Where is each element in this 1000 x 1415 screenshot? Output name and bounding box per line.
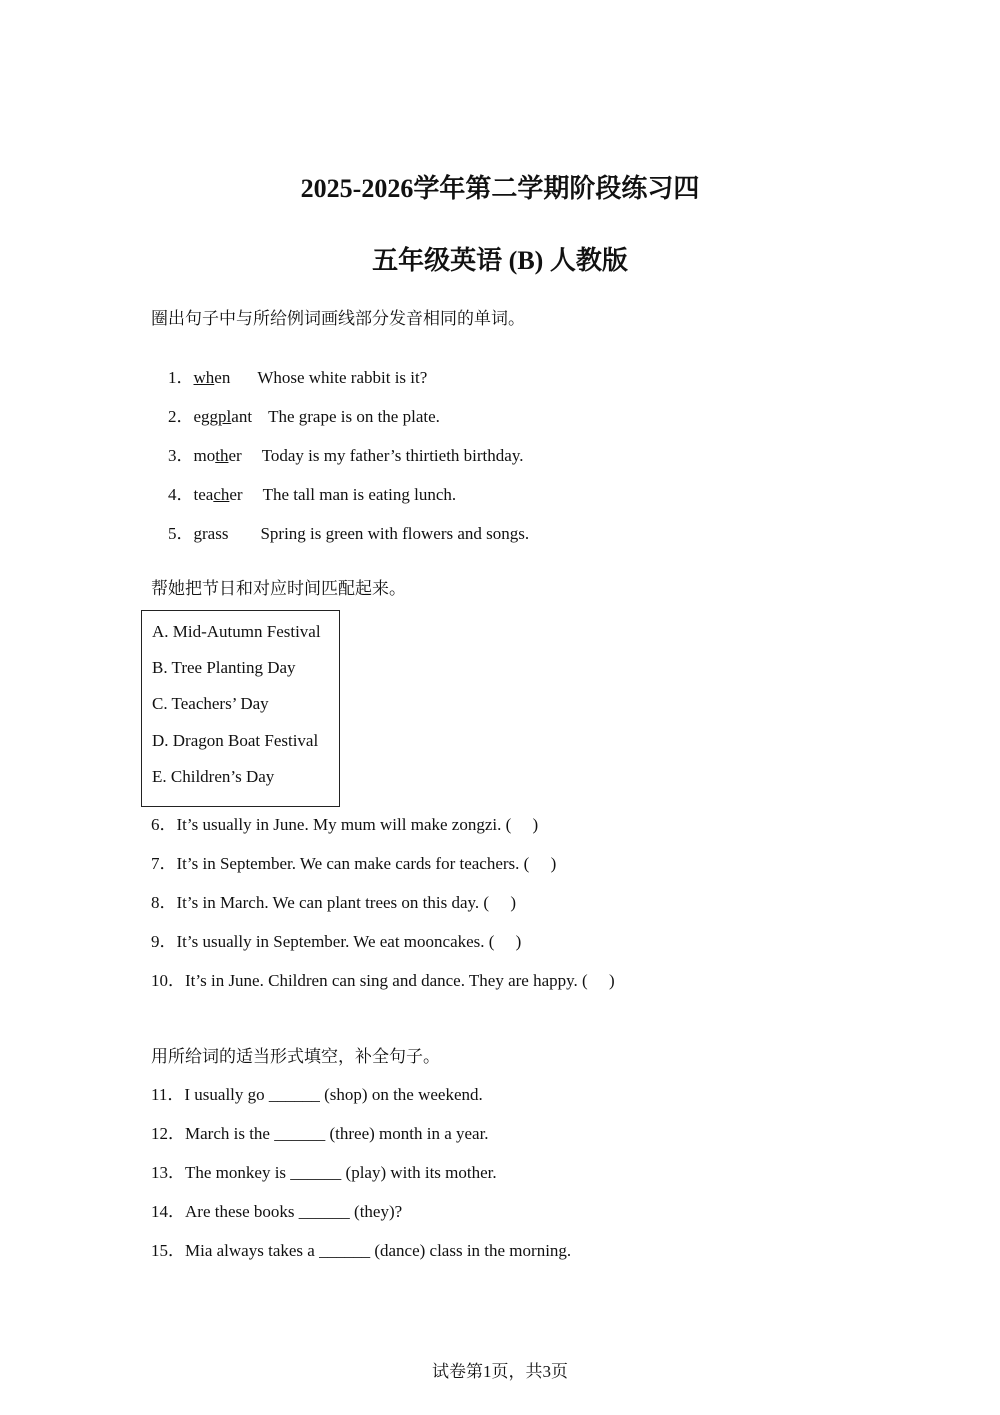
option-a: A. Mid-Autumn Festival <box>152 622 321 641</box>
underlined-part: pl <box>218 407 232 426</box>
option-e: E. Children’s Day <box>152 767 275 786</box>
question-text: It’s in June. Children can sing and dance. They are happy. ( ) <box>185 971 615 990</box>
question-11: 11．I usually go ______ (shop) on the weekend. <box>151 1085 483 1105</box>
question-12: 12．March is the ______ (three) month in a year. <box>151 1124 489 1144</box>
section3-instruction: 用所给词的适当形式填空，补全句子。 <box>151 1047 440 1067</box>
question-text: It’s in March. We can plant trees on this day. ( ) <box>176 893 516 912</box>
question-number: 1 <box>168 368 177 387</box>
question-14: 14．Are these books ______ (they)? <box>151 1202 403 1222</box>
question-sentence: The grape is on the plate. <box>268 407 440 426</box>
question-text: It’s usually in September. We eat mooncakes. ( ) <box>176 932 522 951</box>
exam-subtitle: 五年级英语 (B) 人教版 <box>372 246 628 275</box>
question-text: The monkey is ______ (play) with its mother. <box>185 1163 497 1182</box>
question-text: March is the ______ (three) month in a year. <box>185 1124 489 1143</box>
question-1: 1．when Whose white rabbit is it? <box>168 368 428 388</box>
option-b: B. Tree Planting Day <box>152 658 296 677</box>
option-c: C. Teachers’ Day <box>152 694 269 713</box>
option-d: D. Dragon Boat Festival <box>152 731 319 750</box>
example-word: teacher <box>193 485 243 504</box>
question-15: 15．Mia always takes a ______ (dance) class in the morning. <box>151 1241 572 1261</box>
question-sentence: The tall man is eating lunch. <box>262 485 457 504</box>
question-text: I usually go ______ (shop) on the weekend. <box>184 1085 483 1104</box>
underlined-part: th <box>215 446 229 465</box>
question-6: 6．It’s usually in June. My mum will make zongzi. ( ) <box>151 815 539 835</box>
question-number: 2 <box>168 407 177 426</box>
question-9: 9．It’s usually in September. We eat mooncakes. ( ) <box>151 932 522 952</box>
section2-instruction: 帮她把节日和对应时间匹配起来。 <box>151 579 406 599</box>
question-sentence: Whose white rabbit is it? <box>257 368 428 387</box>
example-word: grass <box>193 524 229 543</box>
question-13: 13．The monkey is ______ (play) with its mother. <box>151 1163 497 1183</box>
section1-instruction: 圈出句子中与所给例词画线部分发音相同的单词。 <box>151 309 525 329</box>
question-text: Are these books ______ (they)? <box>185 1202 403 1221</box>
example-word: eggplant <box>193 407 253 426</box>
example-word: mother <box>193 446 242 465</box>
question-5: 5．grass Spring is green with flowers and songs. <box>168 524 530 544</box>
question-number: 5 <box>168 524 177 543</box>
underlined-part: wh <box>193 368 215 387</box>
question-3: 3．mother Today is my father’s thirtieth birthday. <box>168 446 524 466</box>
question-text: It’s in September. We can make cards for teachers. ( ) <box>176 854 557 873</box>
question-text: It’s usually in June. My mum will make zongzi. ( ) <box>176 815 539 834</box>
example-word: when <box>193 368 231 387</box>
question-8: 8．It’s in March. We can plant trees on this day. ( ) <box>151 893 516 913</box>
exam-title: 2025-2026学年第二学期阶段练习四 <box>300 174 700 203</box>
question-number: 3 <box>168 446 177 465</box>
question-sentence: Spring is green with flowers and songs. <box>260 524 530 543</box>
question-4: 4．teacher The tall man is eating lunch. <box>168 485 457 505</box>
question-2: 2．eggplant The grape is on the plate. <box>168 407 440 427</box>
question-number: 4 <box>168 485 177 504</box>
question-sentence: Today is my father’s thirtieth birthday. <box>261 446 524 465</box>
question-10: 10．It’s in June. Children can sing and dance. They are happy. ( ) <box>151 971 615 991</box>
options-box <box>141 610 340 807</box>
underlined-part: ch <box>213 485 230 504</box>
page-footer: 试卷第1页，共3页 <box>432 1362 568 1381</box>
underlined-part: g <box>193 524 202 543</box>
question-text: Mia always takes a ______ (dance) class in the morning. <box>185 1241 572 1260</box>
question-7: 7．It’s in September. We can make cards for teachers. ( ) <box>151 854 557 874</box>
